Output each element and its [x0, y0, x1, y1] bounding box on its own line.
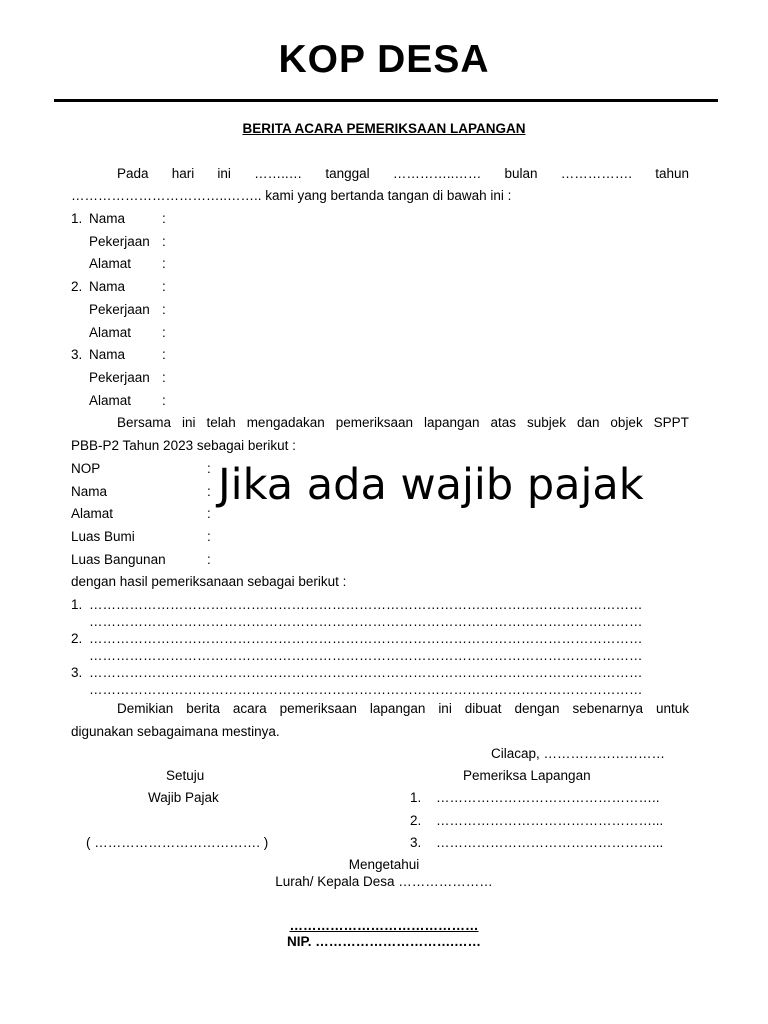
result-dots-line: ……………………………………………………………………………………………………………	[89, 682, 643, 697]
inspector-name-blank: …………………………………………...	[436, 835, 664, 850]
justified-word: pemeriksaan	[279, 701, 357, 716]
justified-word: subjek	[526, 415, 566, 430]
justified-word: lapangan	[369, 701, 426, 716]
field-colon: :	[162, 211, 166, 226]
justified-word: untuk	[655, 701, 689, 716]
field-colon: :	[162, 392, 166, 408]
object-field-label: Luas Bumi	[71, 529, 135, 545]
opening-line-1	[117, 166, 689, 182]
field-colon: :	[162, 324, 166, 340]
field-colon: :	[162, 301, 166, 317]
signatory-field-label: Nama	[89, 347, 126, 363]
justified-word: tahun	[655, 166, 689, 181]
place-date: Cilacap, ………………………	[491, 746, 666, 761]
closing-line-2: digunakan sebagaimana mestinya.	[71, 724, 280, 739]
acknowledge-line-2: Lurah/ Kepala Desa …………………	[275, 874, 493, 889]
acknowledge-line-1: Mengetahui	[348, 857, 420, 872]
object-field-label: Alamat	[71, 506, 114, 522]
justified-word: …………….	[560, 166, 633, 181]
justified-word: ……..…	[254, 166, 303, 181]
justified-word: acara	[232, 701, 267, 716]
statement-line-2: PBB-P2 Tahun 2023 sebagai berikut :	[71, 438, 296, 453]
justified-word: pemeriksaan	[335, 415, 413, 430]
closing-line-1	[117, 701, 689, 717]
field-colon: :	[207, 551, 211, 567]
justified-word: atas	[490, 415, 516, 430]
letterhead: KOP DESA	[278, 38, 490, 81]
justified-word: telah	[206, 415, 236, 430]
statement-line-1	[117, 415, 689, 431]
justified-word: sebenarnya	[572, 701, 644, 716]
justified-word: dengan	[514, 701, 560, 716]
justified-word: Pada	[117, 166, 149, 181]
signatory-field-label: Pekerjaan	[89, 233, 150, 249]
result-dots-line: ……………………………………………………………………………………………………………	[89, 665, 643, 680]
field-colon: :	[162, 369, 166, 385]
signatory-field-label: Alamat	[89, 392, 132, 408]
left-sign-line-1: Setuju	[166, 768, 205, 783]
justified-word: mengadakan	[246, 415, 325, 430]
signatory-field-label: Pekerjaan	[89, 301, 150, 317]
justified-word: ini	[438, 701, 452, 716]
justified-word: tanggal	[325, 166, 370, 181]
justified-word: Bersama	[117, 415, 172, 430]
result-dots-line: ……………………………………………………………………………………………………………	[89, 648, 643, 663]
justified-word: dan	[576, 415, 600, 430]
taxpayer-name-blank: ( ………………………………. )	[86, 835, 269, 850]
document-title: BERITA ACARA PEMERIKSAAN LAPANGAN	[242, 121, 526, 136]
field-colon: :	[162, 256, 166, 272]
justified-word: ini	[181, 415, 196, 430]
object-field-label: Nama	[71, 483, 108, 499]
results-intro: dengan hasil pemeriksanaan sebagai berikut :	[71, 574, 347, 589]
inspector-number: 1.	[410, 790, 422, 805]
inspector-name-blank: …………………………………………..	[436, 790, 660, 805]
signatory-field-label: Alamat	[89, 324, 132, 340]
signatory-field-label: Nama	[89, 279, 126, 295]
result-number: 1.	[71, 597, 83, 612]
header-rule	[54, 99, 718, 102]
justified-word: ini	[217, 166, 231, 181]
field-colon: :	[207, 529, 211, 545]
justified-word: dibuat	[464, 701, 502, 716]
justified-word: berita	[186, 701, 220, 716]
field-colon: :	[207, 461, 211, 476]
justified-word: lapangan	[423, 415, 480, 430]
object-field-label: NOP	[71, 461, 101, 476]
inspector-name-blank: …………………………………………...	[436, 812, 664, 828]
village-head-name-blank: ……………………………………	[289, 918, 479, 933]
object-field-label: Luas Bangunan	[71, 551, 166, 567]
justified-word: bulan	[504, 166, 538, 181]
result-dots-line: ……………………………………………………………………………………………………………	[89, 597, 643, 612]
result-dots-line: ……………………………………………………………………………………………………………	[89, 614, 643, 629]
signatory-field-label: Pekerjaan	[89, 369, 150, 385]
field-colon: :	[207, 483, 211, 499]
inspector-number: 2.	[410, 812, 422, 828]
result-dots-line: ……………………………………………………………………………………………………………	[89, 631, 643, 646]
field-colon: :	[162, 347, 166, 363]
justified-word: objek	[610, 415, 643, 430]
field-colon: :	[162, 233, 166, 249]
justified-word: …………..……	[392, 166, 482, 181]
signatory-number: 1.	[71, 211, 83, 226]
justified-word: hari	[171, 166, 195, 181]
result-number: 3.	[71, 665, 83, 680]
inspector-title: Pemeriksa Lapangan	[463, 768, 591, 783]
nip-line: NIP. ………………………….……	[286, 934, 482, 949]
overlay-note: Jika ada wajib pajak	[218, 460, 644, 510]
justified-word: SPPT	[653, 415, 689, 430]
justified-word: Demikian	[117, 701, 174, 716]
signatory-number: 2.	[71, 279, 83, 295]
signatory-number: 3.	[71, 347, 83, 363]
signatory-field-label: Alamat	[89, 256, 132, 272]
left-sign-line-2: Wajib Pajak	[148, 790, 219, 805]
field-colon: :	[162, 279, 166, 295]
signatory-field-label: Nama	[89, 211, 126, 226]
result-number: 2.	[71, 631, 83, 646]
inspector-number: 3.	[410, 835, 422, 850]
opening-line-2: ……………………………..…….. kami yang bertanda tangan di bawah ini :	[71, 188, 512, 203]
field-colon: :	[207, 506, 211, 522]
